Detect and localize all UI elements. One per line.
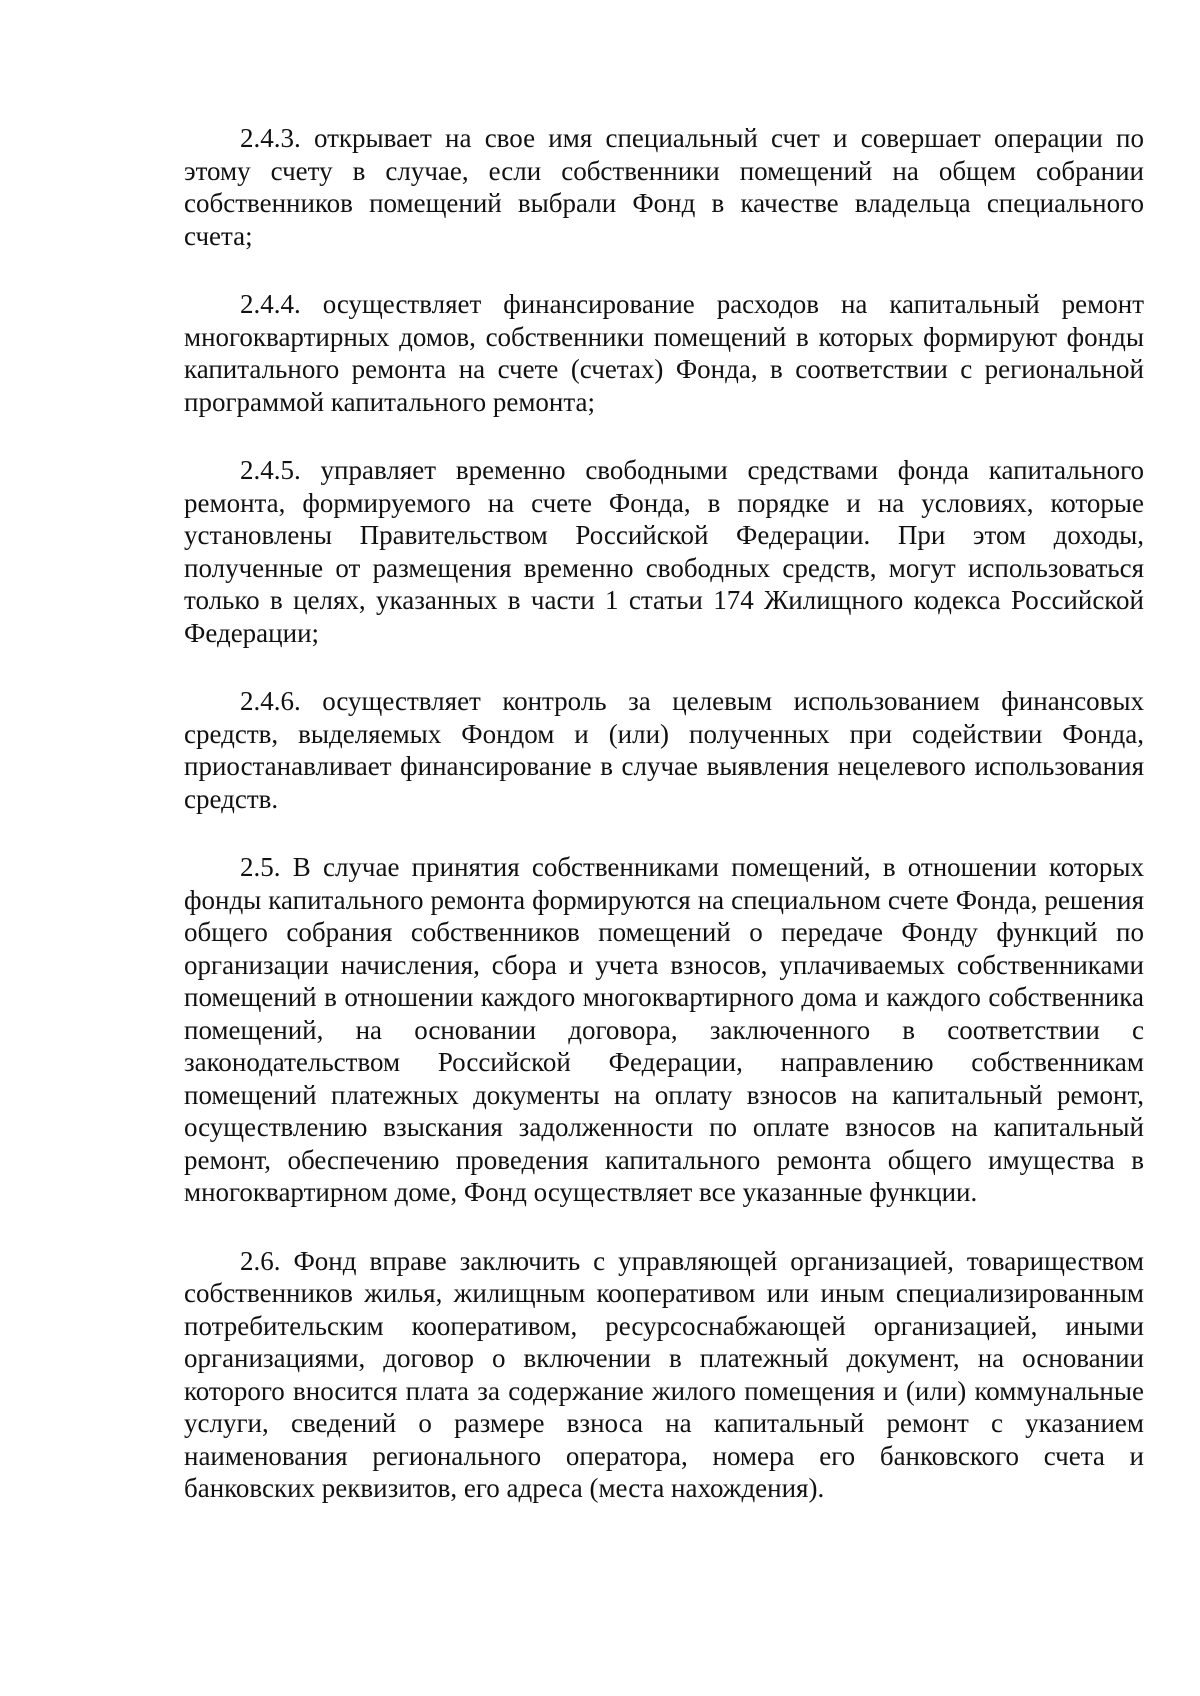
paragraph-2-4-4: 2.4.4. осуществляет финансирование расходов на капитальный ремонт многоквартирных домов, собственники помещений в которых формируют фонды капитального ремонта на счете (счетах) Фонда, в соответствии с региональной программой капитального ремонта; xyxy=(184,289,1144,417)
paragraph-2-5: 2.5. В случае принятия собственниками помещений, в отношении которых фонды капитального ремонта формируются на специальном счете Фонда, решения общего собрания собственников помещений о передаче Фонду функций по организации начисления, сбора и учета взносов, уплачиваемых собственниками помещений в отношении каждого многоквартирного дома и каждого собственника помещений, на основании договора, заключенного в соответствии с законодательством Российской Федерации, направлению собственникам помещений платежных документы на оплату взносов на капитальный ремонт, осуществлению взыскания задолженности по оплате взносов на капитальный ремонт, обеспечению проведения капитального ремонта общего имущества в многоквартирном доме, Фонд осуществляет все указанные функции. xyxy=(184,852,1144,1207)
paragraph-2-4-6: 2.4.6. осуществляет контроль за целевым использованием финансовых средств, выделяемых Фондом и (или) полученных при содействии Фонда, приостанавливает финансирование в случае выявления нецелевого использования средств. xyxy=(184,686,1144,814)
document-body xyxy=(184,122,1144,1505)
paragraph-2-6: 2.6. Фонд вправе заключить с управляющей организацией, товариществом собственников жилья, жилищным кооперативом или иным специализированным потребительским кооперативом, ресурсоснабжающей организацией, иными организациями, договор о включении в платежный документ, на основании которого вносится плата за содержание жилого помещения и (или) коммунальные услуги, сведений о размере взноса на капитальный ремонт с указанием наименования регионального оператора, номера его банковского счета и банковских реквизитов, его адреса (места нахождения). xyxy=(184,1245,1144,1503)
paragraph-2-4-5: 2.4.5. управляет временно свободными средствами фонда капитального ремонта, формируемого на счете Фонда, в порядке и на условиях, которые установлены Правительством Российской Федерации. При этом доходы, полученные от размещения временно свободных средств, могут использоваться только в целях, указанных в части 1 статьи 174 Жилищного кодекса Российской Федерации; xyxy=(184,455,1144,648)
paragraph-2-4-3: 2.4.3. открывает на свое имя специальный счет и совершает операции по этому счету в случае, если собственники помещений на общем собрании собственников помещений выбрали Фонд в качестве владельца специального счета; xyxy=(184,123,1144,251)
